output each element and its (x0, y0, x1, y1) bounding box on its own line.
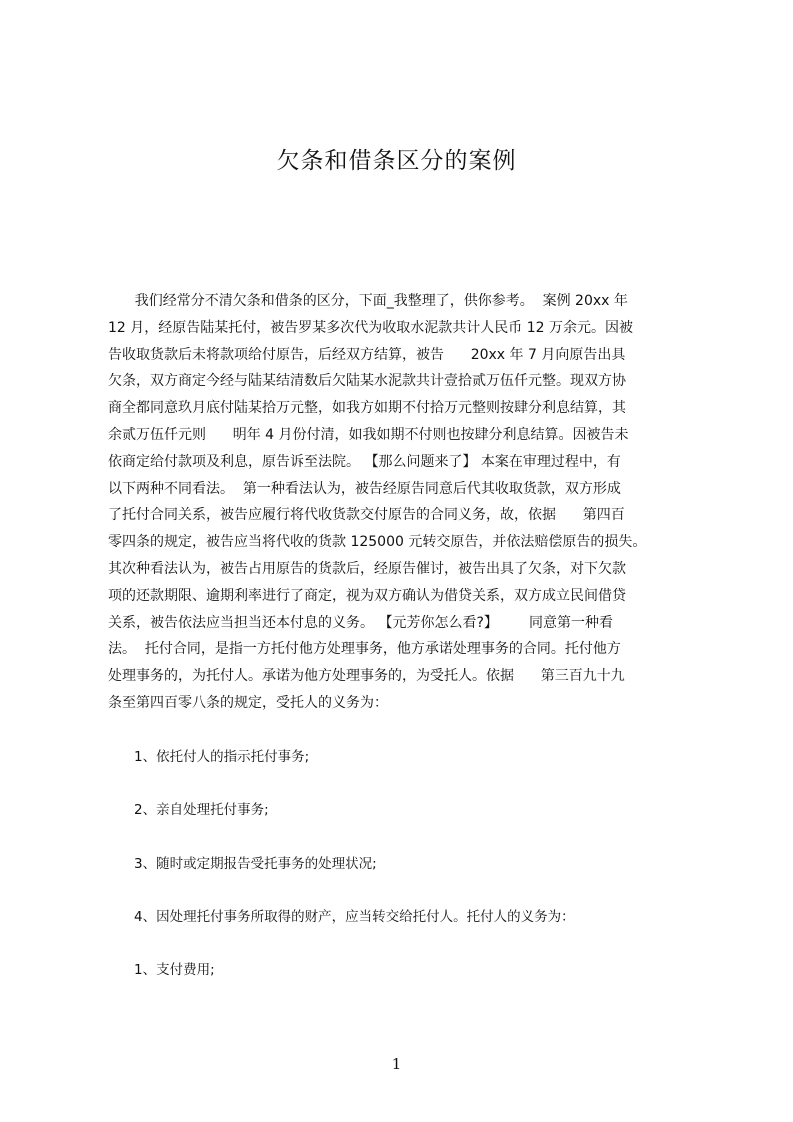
body-line: 项的还款期限、逾期利率进行了商定，视为双方确认为借贷关系，双方成立民间借贷 (108, 587, 626, 604)
body-line: 法。 托付合同，是指一方托付他方处理事务，他方承诺处理事务的合同。托付他方 (108, 641, 621, 658)
body-paragraph (108, 288, 700, 717)
body-line: 条至第四百零八条的规定，受托人的义务为： (108, 694, 388, 711)
list-item: 1、依托付人的指示托付事务; (134, 749, 310, 765)
list-item: 3、随时或定期报告受托事务的处理状况; (134, 856, 377, 872)
body-line: 余贰万伍仟元则 明年 4 月份付清，如我如期不付则也按肆分利息结算。因被告未 (108, 426, 629, 443)
body-line: 12 月，经原告陆某托付，被告罗某多次代为收取水泥款共计人民币 12 万余元。因被 (108, 319, 633, 336)
list-item: 4、因处理托付事务所取得的财产，应当转交给托付人。托付人的义务为： (134, 909, 575, 925)
body-line: 欠条，双方商定今经与陆某结清数后欠陆某水泥款共计壹拾贰万伍仟元整。现双方协 (108, 373, 626, 390)
list-item: 1、支付费用; (134, 962, 215, 978)
body-line: 告收取货款后未将款项给付原告，后经双方结算，被告 20xx 年 7 月向原告出具 (108, 346, 626, 363)
body-line: 处理事务的，为托付人。承诺为他方处理事务的，为受托人。依据 第三百九十九 (108, 668, 625, 685)
body-line: 了托付合同关系，被告应履行将代收货款交付原告的合同义务，故，依据 第四百 (108, 507, 625, 524)
body-line: 商全都同意玖月底付陆某拾万元整，如我方如期不付拾万元整则按肆分利息结算，其 (108, 400, 626, 417)
body-line: 零四条的规定，被告应当将代收的货款 125000 元转交原告，并依法赔偿原告的损失。 (108, 534, 647, 551)
list-item: 2、亲自处理托付事务; (134, 802, 269, 818)
page-number: 1 (391, 1055, 402, 1073)
body-line: 关系，被告依法应当担当还本付息的义务。 【元芳你怎么看?】 同意第一种看 (108, 614, 614, 631)
body-line: 我们经常分不清欠条和借条的区分，下面_我整理了，供你参考。 案例 20xx 年 (108, 293, 628, 309)
body-line: 以下两种不同看法。 第一种看法认为，被告经原告同意后代其收取货款，双方形成 (108, 480, 621, 497)
body-line: 依商定给付款项及利息，原告诉至法院。 【那么问题来了】 本案在审理过程中，有 (108, 453, 621, 470)
body-line: 其次种看法认为，被告占用原告的货款后，经原告催讨，被告出具了欠条，对下欠款 (108, 560, 626, 577)
document-title: 欠条和借条区分的案例 (276, 148, 517, 174)
